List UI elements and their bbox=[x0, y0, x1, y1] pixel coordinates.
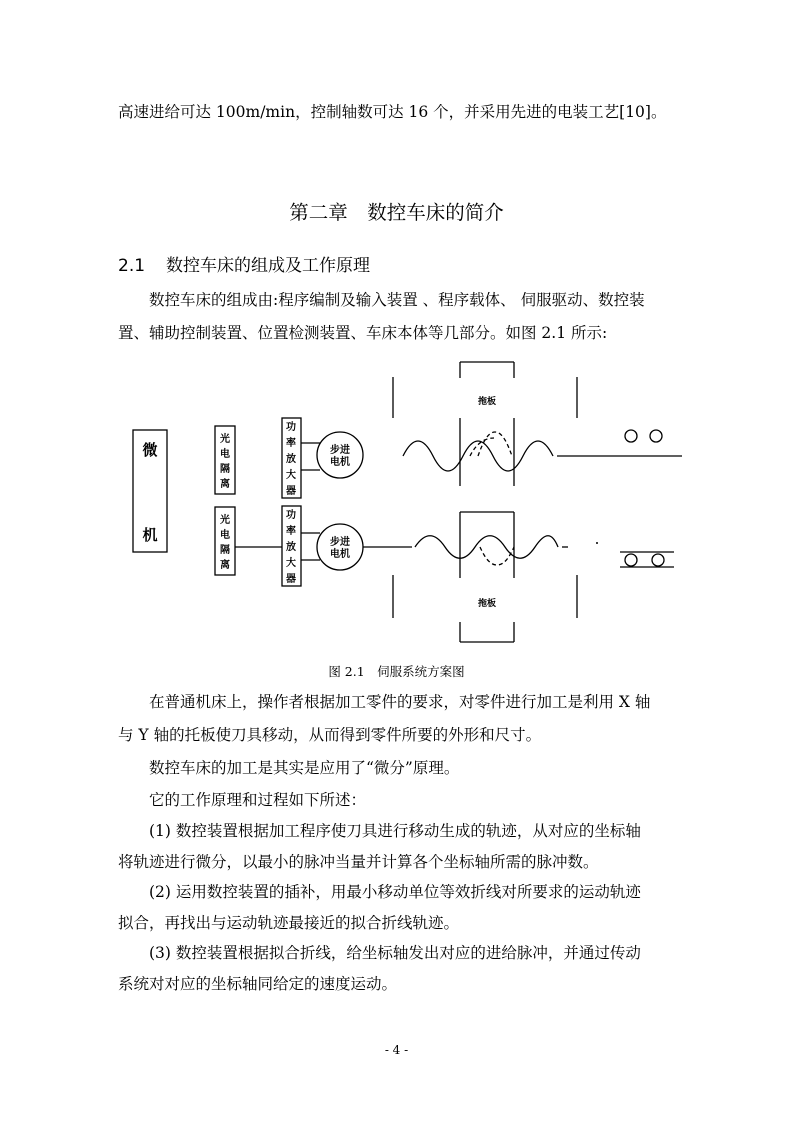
figure-caption: 图 2.1 伺服系统方案图 bbox=[328, 664, 465, 679]
paragraph-line: 系统对对应的坐标轴同给定的速度运动。 bbox=[118, 975, 398, 993]
roller-circle bbox=[650, 430, 662, 442]
roller-circle bbox=[625, 554, 637, 566]
optical-isolator-label-1: 光电隔离 bbox=[220, 434, 230, 490]
body-text-line: 高速进给可达 100m/min，控制轴数可达 16 个，并采用先进的电装工艺[10]。 bbox=[118, 103, 667, 121]
paragraph-line: (2) 运用数控装置的插补，用最小移动单位等效折线对所要求的运动轨迹 bbox=[149, 883, 641, 901]
paragraph-line: (1) 数控装置根据加工程序使刀具进行移动生成的轨迹，从对应的坐标轴 bbox=[149, 822, 641, 840]
section-title: 数控车床的组成及工作原理 bbox=[166, 256, 370, 276]
paragraph-line: 数控车床的加工是其实是应用了“微分”原理。 bbox=[149, 759, 460, 777]
paragraph-line: 它的工作原理和过程如下所述： bbox=[149, 791, 367, 809]
paragraph-line: 在普通机床上，操作者根据加工零件的要求，对零件进行加工是利用 X 轴 bbox=[149, 693, 651, 711]
paragraph-line: 与 Y 轴的托板使刀具移动，从而得到零件所要的外形和尺寸。 bbox=[118, 726, 542, 744]
lead-screw-wave bbox=[415, 536, 558, 559]
lead-screw-wave bbox=[478, 432, 512, 456]
carriage-label-bottom: 拖板 bbox=[477, 599, 497, 609]
roller-circle bbox=[652, 554, 664, 566]
stepper-motor-label-2: 步进电机 bbox=[330, 537, 350, 560]
page-number: - 4 - bbox=[384, 1043, 409, 1057]
power-amplifier-label-1: 功率放大器 bbox=[286, 422, 296, 497]
stepper-motor-label-1: 步进电机 bbox=[330, 445, 350, 468]
roller-circle bbox=[625, 430, 637, 442]
optical-isolator-label-2: 光电隔离 bbox=[220, 515, 230, 571]
dot-marker bbox=[596, 542, 598, 544]
lead-screw-wave bbox=[480, 547, 514, 565]
paragraph-line: 将轨迹进行微分，以最小的脉冲当量并计算各个坐标轴所需的脉冲数。 bbox=[118, 853, 599, 871]
paragraph-line: 拟合，再找出与运动轨迹最接近的拟合折线轨迹。 bbox=[118, 914, 460, 932]
paragraph-line: (3) 数控装置根据拟合折线，给坐标轴发出对应的进给脉冲，并通过传动 bbox=[149, 944, 641, 962]
micro-label-bottom: 机 bbox=[142, 526, 158, 544]
section-number: 2.1 bbox=[118, 256, 146, 276]
micro-label-top: 微 bbox=[142, 441, 158, 459]
chapter-title: 第二章 数控车床的简介 bbox=[289, 201, 504, 224]
paragraph-line: 置、辅助控制装置、位置检测装置、车床本体等几部分。如图 2.1 所示: bbox=[118, 324, 608, 342]
power-amplifier-label-2: 功率放大器 bbox=[286, 510, 296, 585]
carriage-label-top: 拖板 bbox=[477, 397, 497, 407]
paragraph-line: 数控车床的组成由:程序编制及输入装置 、程序载体、 伺服驱动、数控装 bbox=[149, 291, 645, 309]
